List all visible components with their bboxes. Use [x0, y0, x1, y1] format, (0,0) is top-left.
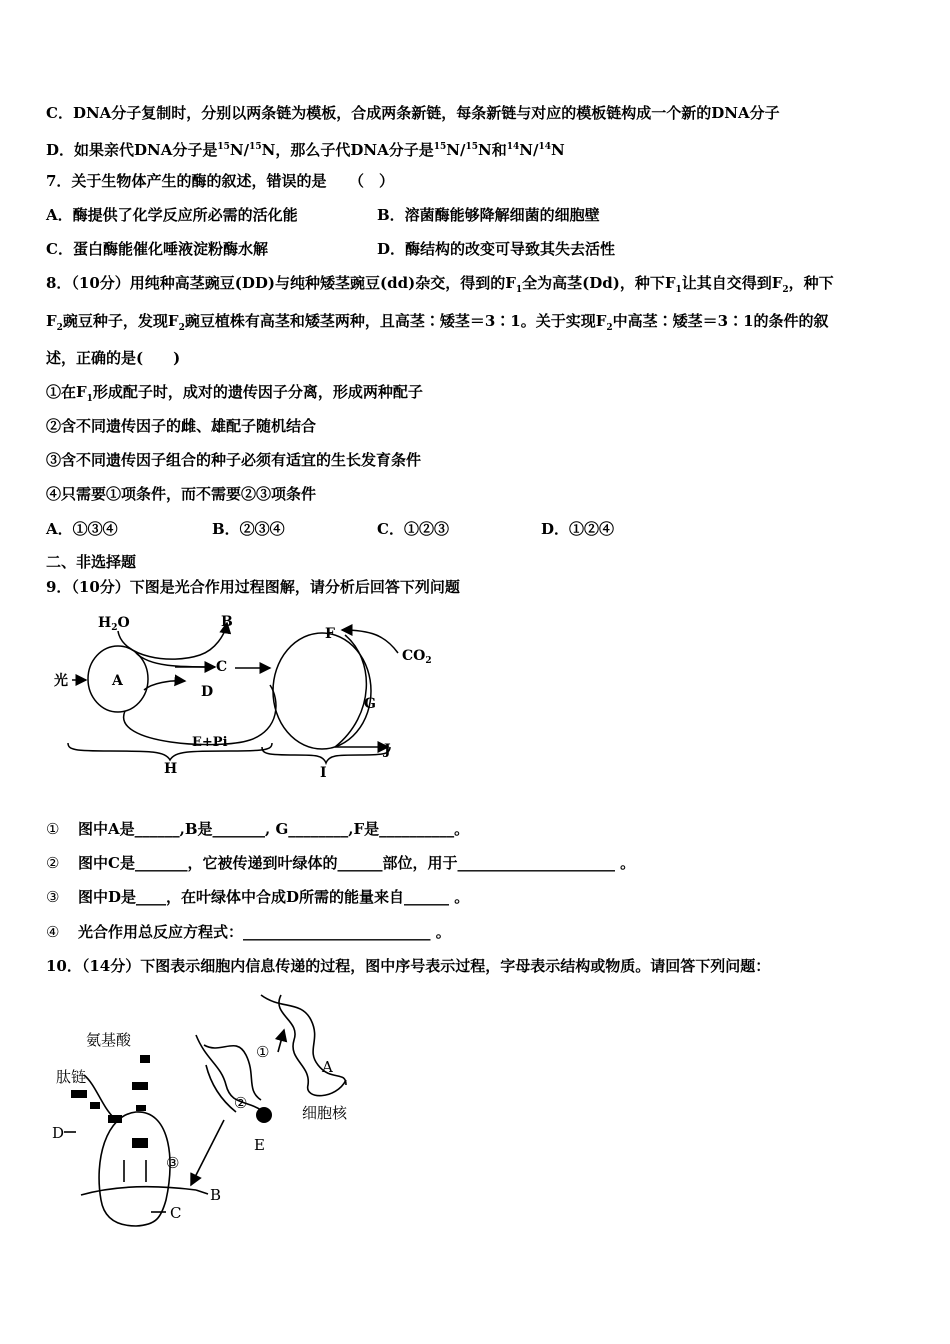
label-f: F	[325, 626, 335, 642]
ribosome	[99, 1112, 170, 1226]
label-d: D	[201, 684, 214, 700]
label-nucleus: 细胞核	[302, 1104, 348, 1122]
q8-statement-1: ①在$F_1$形成配子时，成对的遗传因子分离，形成两种配子	[46, 383, 423, 404]
label-e-pi: E+Pi	[192, 735, 228, 750]
label-j: J	[384, 742, 391, 758]
q7-stem: 7．关于生物体产生的酶的叙述，错误的是 （ ）	[46, 172, 394, 190]
q8-stem-line3: 述，正确的是( )	[46, 349, 181, 367]
label-h: H	[164, 761, 178, 777]
calvin-cycle	[273, 633, 371, 749]
q8-statement-4: ④只需要①项条件，而不需要②③项条件	[46, 485, 317, 503]
section-heading: 二、非选择题	[46, 553, 137, 571]
q9-subquestion-2: ② 图中C是_______，它被传递到叶绿体的______部位，用于_____________________ 。	[46, 854, 636, 872]
template-strand	[204, 1045, 261, 1100]
q7-option-c: C．蛋白酶能催化唾液淀粉酶水解	[46, 240, 268, 258]
label-b: B	[221, 614, 233, 630]
q8-statement-2: ②含不同遗传因子的雌、雄配子随机结合	[46, 417, 317, 435]
label-step-3: ③	[166, 1154, 180, 1172]
q8-stem-line2: $F_2$豌豆种子，发现$F_2$豌豆植株有高茎和矮茎两种，且高茎∶矮茎＝3∶1。关于实现$F_2$中高茎∶矮茎＝3∶1的条件的叙	[46, 312, 829, 333]
g-arc	[335, 635, 366, 747]
q8-option-c: C．①②③	[377, 520, 449, 538]
dna-strand-1	[261, 995, 346, 1085]
label-i: I	[320, 765, 327, 781]
label-c: C	[170, 1204, 182, 1222]
dna-strand-2	[279, 995, 346, 1096]
label-h2o: $H_2O$	[98, 615, 130, 633]
q6-option-c: C．DNA分子复制时，分别以两条链为模板，合成两条新链，每条新链与对应的模板链构成一个新的DNA分子	[46, 104, 780, 122]
q8-statement-3: ③含不同遗传因子组合的种子必须有适宜的生长发育条件	[46, 451, 422, 469]
q9-stem: 9．（10分）下图是光合作用过程图解，请分析后回答下列问题	[46, 578, 460, 596]
label-g: G	[364, 696, 376, 712]
q8-option-a: A．①③④	[46, 520, 118, 538]
b-pointer	[196, 1190, 208, 1194]
q9-subquestion-3: ③ 图中D是____，在叶绿体中合成D所需的能量来自______ 。	[46, 888, 470, 906]
label-c: C	[216, 659, 228, 675]
brace-h	[68, 743, 272, 760]
arrow-to-ribosome	[191, 1120, 224, 1185]
q7-option-d: D．酶结构的改变可导致其失去活性	[377, 240, 616, 258]
co2-to-f-arrow	[342, 630, 398, 653]
peptide-chain	[84, 1075, 114, 1118]
q9-subquestion-4: ④ 光合作用总反应方程式：_________________________ 。	[46, 923, 451, 941]
label-step-1: ①	[256, 1043, 270, 1061]
label-d: D	[52, 1124, 65, 1142]
a-to-c-curve	[136, 653, 215, 667]
label-a: A	[112, 673, 123, 689]
label-co2: $CO_2$	[402, 648, 432, 666]
a-to-d-curve	[144, 681, 185, 690]
er-membrane	[81, 1187, 196, 1195]
photosynthesis-diagram	[40, 605, 460, 785]
q7-option-a: A．酶提供了化学反应所必需的活化能	[46, 206, 298, 224]
label-light: 光	[54, 673, 68, 689]
q6-option-d: D．如果亲代DNA分子是$^{15}$N/$^{15}$N，那么子代DNA分子是$^{15}$N/$^{15}$N和$^{14}$N/$^{14}$N	[46, 141, 565, 159]
q8-option-b: B．②③④	[212, 520, 285, 538]
translation-diagram	[46, 990, 376, 1230]
q7-option-b: B．溶菌酶能够降解细菌的细胞壁	[377, 206, 600, 224]
q8-option-d: D．①②④	[541, 520, 615, 538]
label-step-2: ②	[234, 1094, 248, 1112]
q8-stem-line1: 8．（10分）用纯种高茎豌豆(DD)与纯种矮茎豌豆(dd)杂交，得到的$F_1$全为高茎(Dd)，种下$F_1$让其自交得到$F_2$，种下	[46, 274, 834, 295]
label-b: B	[210, 1186, 222, 1204]
label-e: E	[254, 1136, 265, 1154]
label-a: A	[322, 1058, 333, 1076]
label-amino-acid: 氨基酸	[86, 1031, 132, 1049]
q10-stem: 10．（14分）下图表示细胞内信息传递的过程，图中序号表示过程，字母表示结构或物质。请回答下列问题：	[46, 957, 771, 975]
arrow-1	[278, 1030, 284, 1052]
h2o-to-b-arrow	[118, 623, 227, 659]
label-peptide: 肽链	[56, 1068, 87, 1086]
q9-subquestion-1: ① 图中A是______,B是_______, G________,F是__________。	[46, 820, 470, 838]
